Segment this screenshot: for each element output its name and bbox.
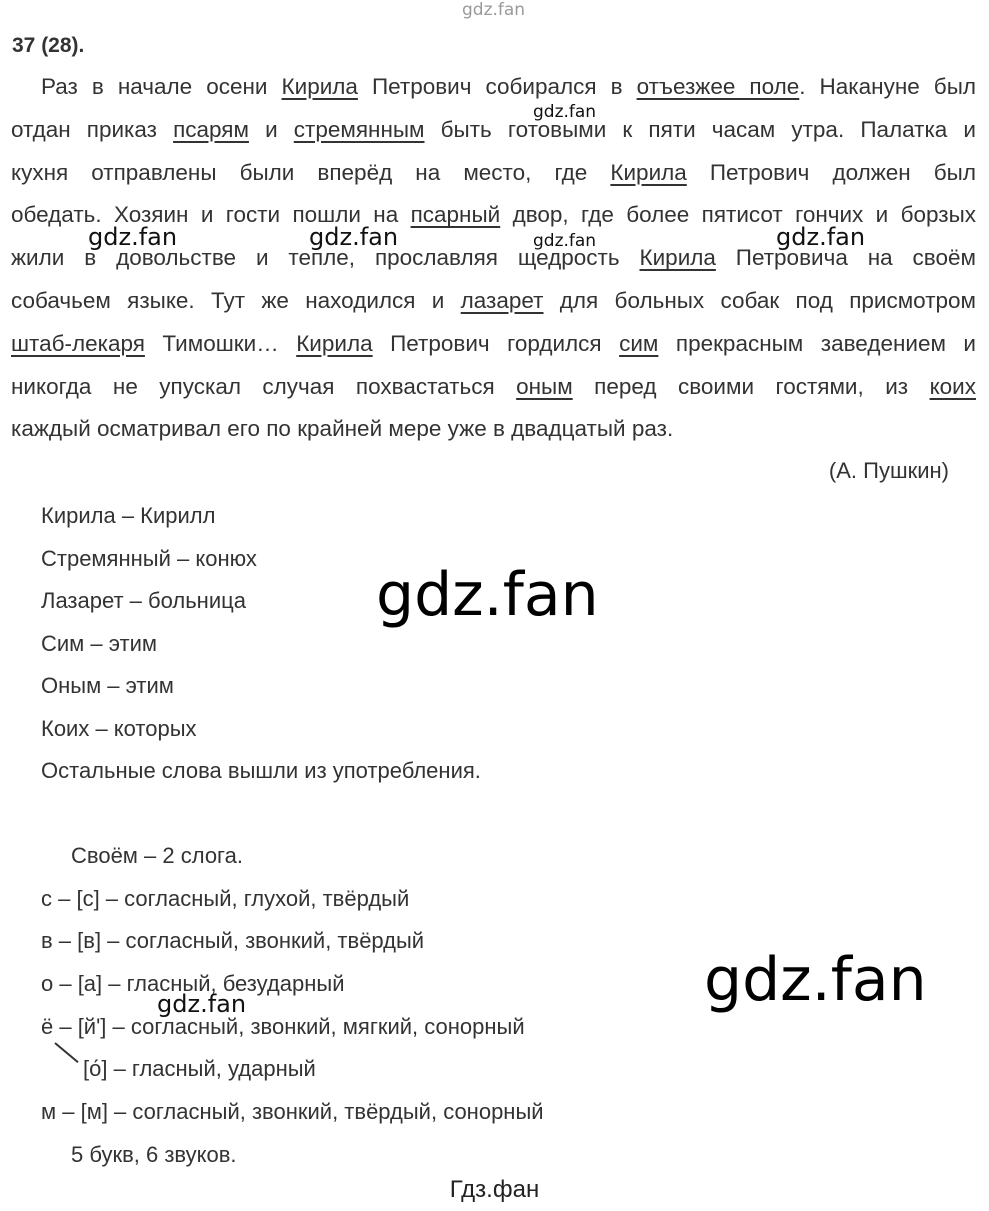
phonetic-row: с – [с] – согласный, глухой, твёрдый xyxy=(41,885,410,911)
watermark-top: gdz.fan xyxy=(462,0,526,20)
text-segment: для больных собак под присмотром xyxy=(543,287,976,313)
watermark-large: gdz.fan xyxy=(704,945,927,1015)
text-line xyxy=(11,280,976,323)
text-segment: Петрович собирался в xyxy=(357,74,637,99)
text-segment: кухня отправлены были вперёд на место, где xyxy=(11,159,611,185)
phonetic-summary: 5 букв, 6 звуков. xyxy=(71,1141,237,1167)
text-line xyxy=(11,109,976,152)
watermark: gdz.fan xyxy=(88,223,178,251)
watermark: gdz.fan xyxy=(309,223,399,251)
text-segment: обедать. Хозяин и гости пошли на xyxy=(11,202,411,228)
phonetic-analysis xyxy=(41,835,544,1177)
vocab-item: Стремянный – конюх xyxy=(41,545,257,571)
phonetic-row: в – [в] – согласный, звонкий, твёрдый xyxy=(41,928,425,954)
author-attribution: (А. Пушкин) xyxy=(828,458,949,483)
vocab-item: Сим – этим xyxy=(41,630,157,656)
underlined-word: коих xyxy=(929,373,976,399)
text-segment: каждый осматривал его по крайней мере уже в двадцатый раз. xyxy=(11,416,674,442)
text-segment: собачьем языке. Тут же находился и xyxy=(11,287,461,313)
text-segment: прекрасным заведением и xyxy=(658,330,976,356)
watermark: gdz.fan xyxy=(533,102,597,122)
text-line xyxy=(11,66,976,109)
underlined-word: Кирила xyxy=(296,330,373,356)
underlined-word: псарям xyxy=(173,116,249,142)
text-segment: двор, где более пятисот гончих и борзых xyxy=(500,202,976,228)
text-segment: Тимошки… xyxy=(144,330,297,356)
phonetic-row: м – [м] – согласный, звонкий, твёрдый, сонорный xyxy=(41,1099,544,1125)
text-line xyxy=(11,366,976,409)
underlined-word: Кирила xyxy=(610,159,687,185)
text-segment: быть готовыми к пяти часам утра. Палатка и xyxy=(424,116,977,142)
vocab-note: Остальные слова вышли из употребления. xyxy=(41,758,481,783)
text-segment: и xyxy=(248,116,294,142)
watermark: gdz.fan xyxy=(533,231,597,251)
text-segment: Петровича на своём xyxy=(715,245,977,271)
underlined-word: псарный xyxy=(410,202,501,228)
text-segment: отдан приказ xyxy=(11,116,174,142)
exercise-number: 37 (28). xyxy=(12,34,85,57)
underlined-word: сим xyxy=(619,330,659,356)
text-segment: никогда не упускал случая похвастаться xyxy=(11,373,517,399)
underlined-word: оным xyxy=(516,373,573,399)
phonetic-row: о – [а] – гласный, безударный xyxy=(41,971,345,997)
vocab-item: Оным – этим xyxy=(41,673,174,698)
text-line xyxy=(11,152,976,195)
text-segment: Петрович гордился xyxy=(372,330,620,356)
text-paragraph xyxy=(11,66,976,451)
phonetic-row: [о́] – гласный, ударный xyxy=(83,1056,316,1082)
vocabulary-list xyxy=(41,495,481,793)
text-segment: перед своими гостями, из xyxy=(572,373,930,399)
underlined-word: Кирила xyxy=(639,245,716,271)
underlined-word: стремянным xyxy=(293,116,425,142)
footer-caption: Гдз.фан xyxy=(449,1176,540,1203)
underlined-word: штаб-лекаря xyxy=(11,330,145,356)
vocab-item: Коих – которых xyxy=(41,715,197,741)
phonetic-row: ё – [й'] – согласный, звонкий, мягкий, сонорный xyxy=(41,1013,525,1039)
text-segment: жили в довольстве и тепле, прославляя щедрость xyxy=(11,245,640,271)
vocab-item: Кирила – Кирилл xyxy=(41,503,216,528)
underlined-word: Кирила xyxy=(281,74,358,99)
vocab-item: Лазарет – больница xyxy=(41,588,246,613)
watermark: gdz.fan xyxy=(776,223,866,251)
watermark-large: gdz.fan xyxy=(376,560,599,630)
text-segment: . Накануне был xyxy=(799,74,976,99)
underlined-word: лазарет xyxy=(460,287,544,313)
watermark: gdz.fan xyxy=(157,990,247,1018)
text-segment: Раз в начале осени xyxy=(41,74,282,99)
underlined-word: отъезжее поле xyxy=(636,74,800,99)
text-line xyxy=(11,323,976,366)
text-segment: Петрович должен был xyxy=(686,159,976,185)
phonetic-heading: Своём – 2 слога. xyxy=(71,843,243,868)
text-line xyxy=(11,408,976,451)
